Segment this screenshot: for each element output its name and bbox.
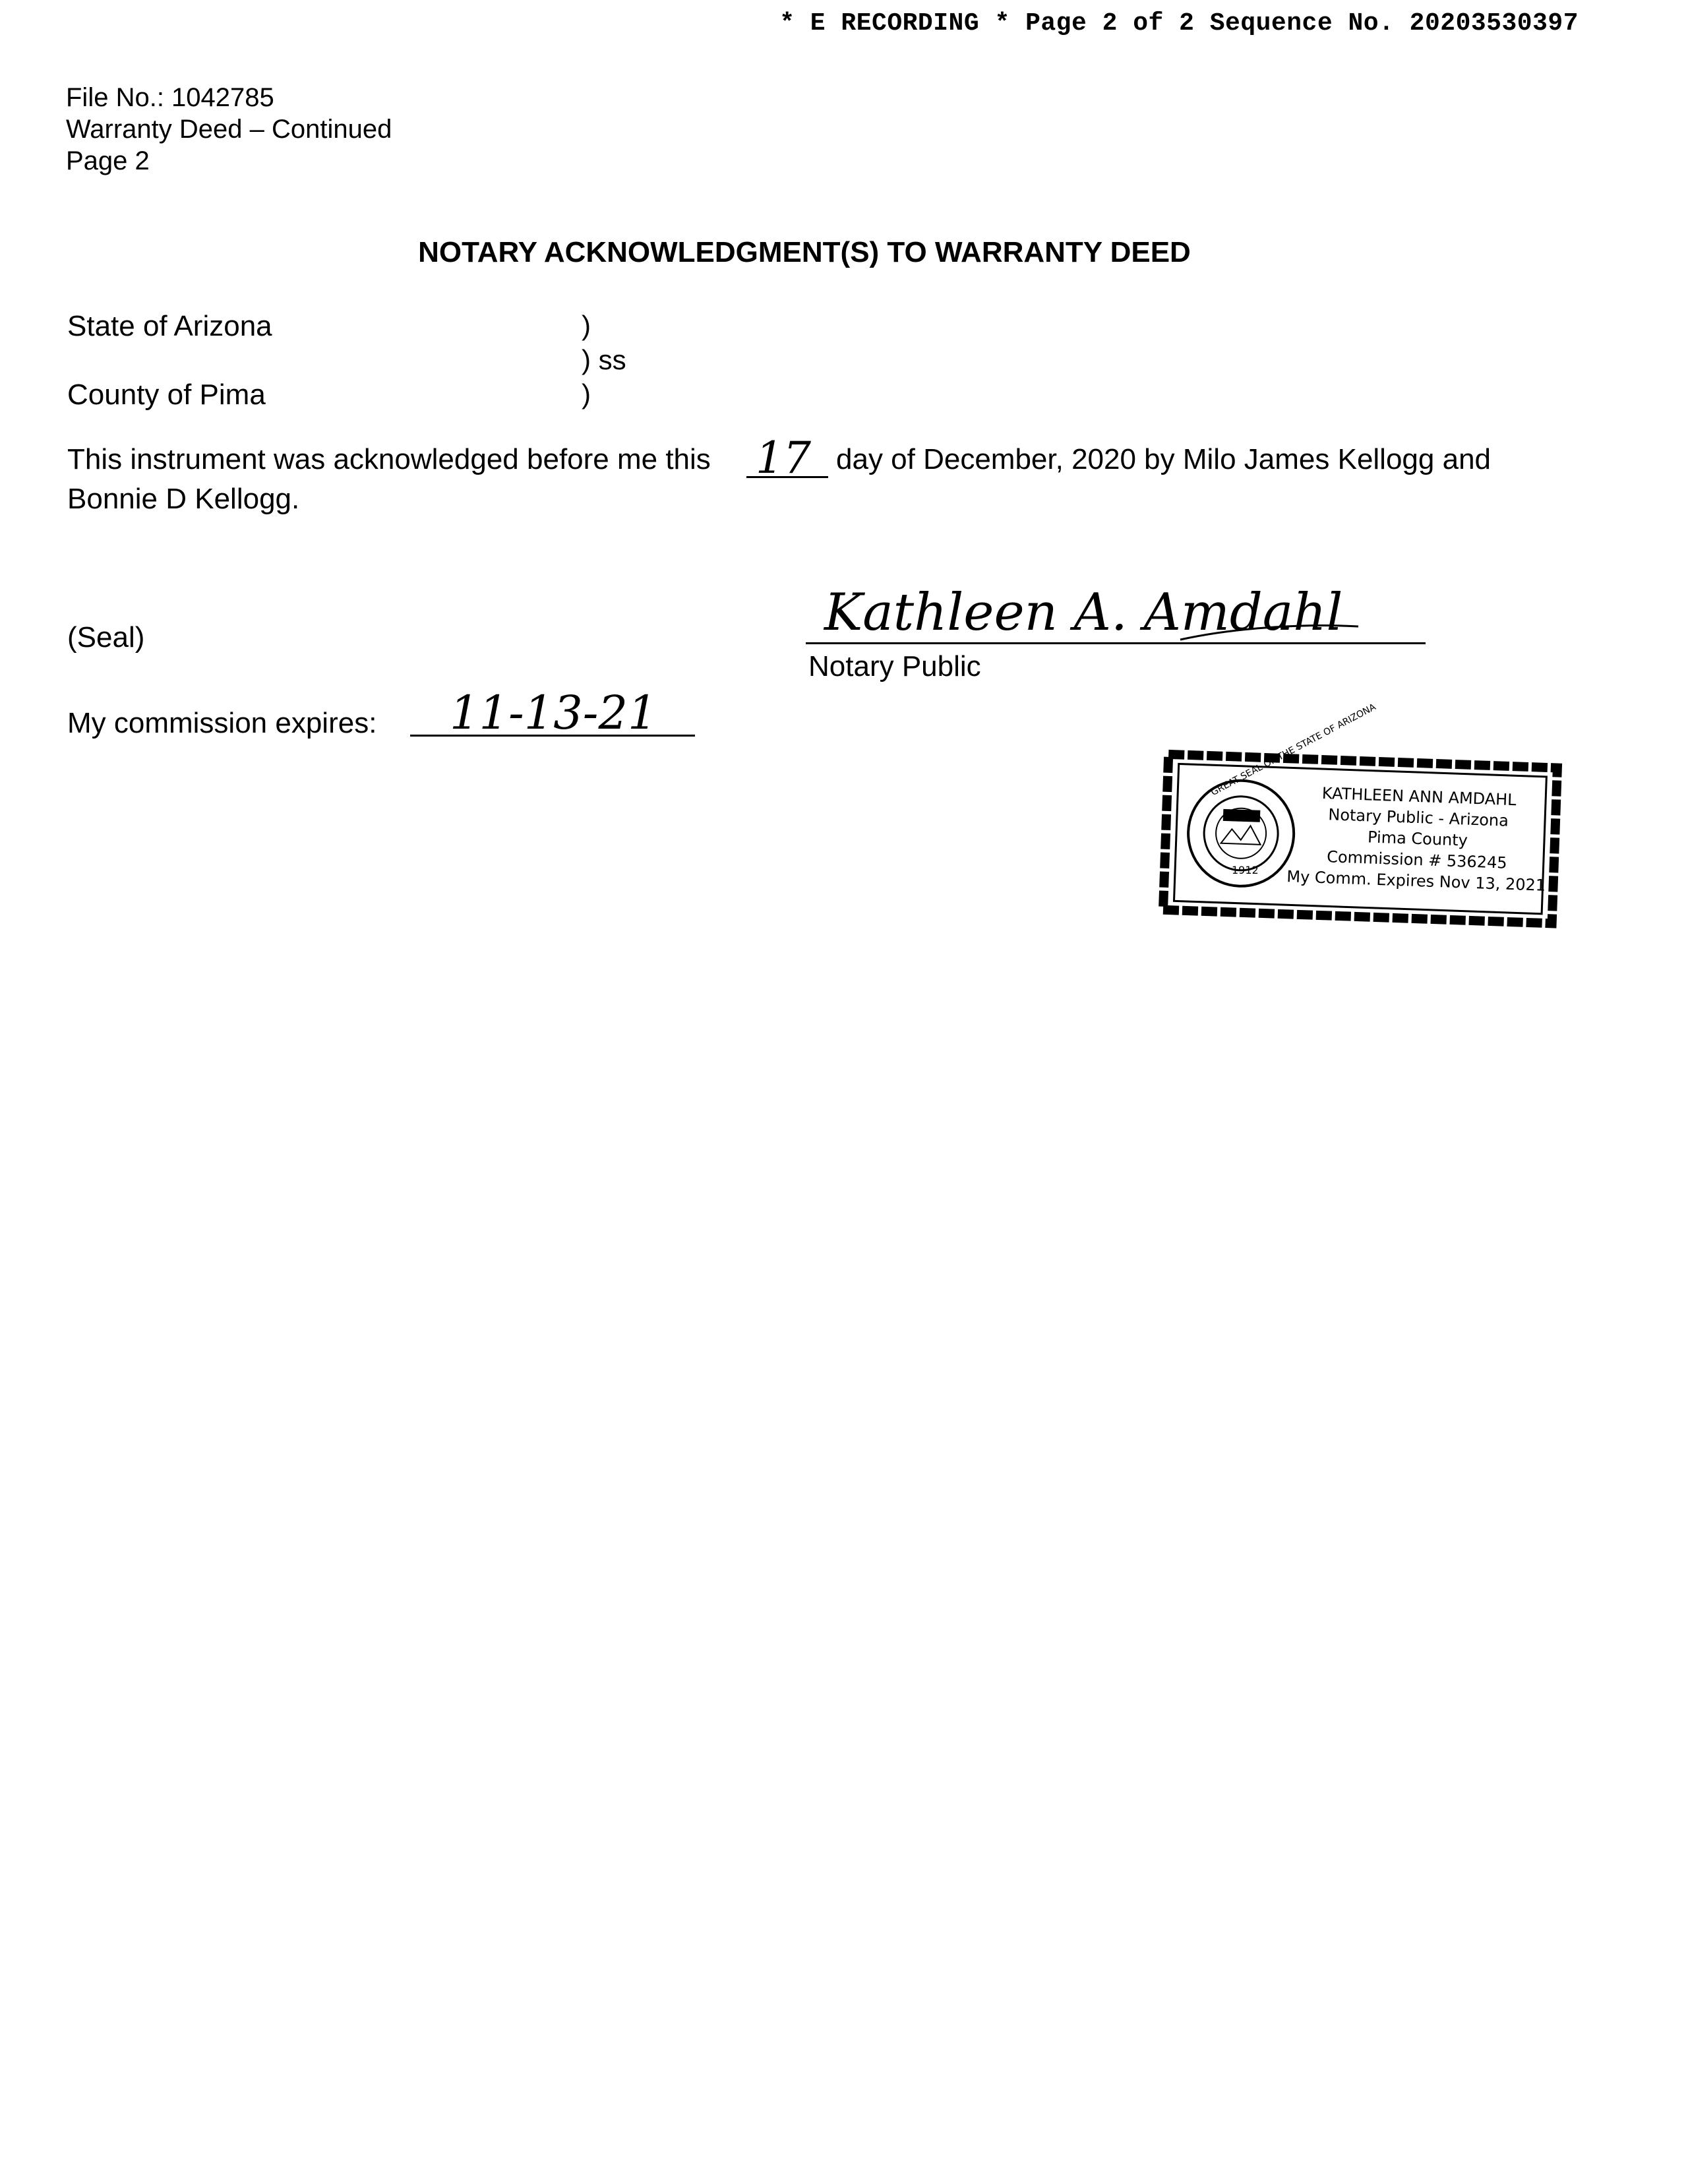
stamp-county: Pima County bbox=[1367, 828, 1468, 850]
county-venue: County of Pima bbox=[67, 379, 266, 411]
recording-header: * E RECORDING * Page 2 of 2 Sequence No. 20203530397 bbox=[779, 9, 1579, 38]
page-number: Page 2 bbox=[66, 146, 150, 175]
acknowledgment-text-end: day of December, 2020 by Milo James Kellogg and bbox=[836, 443, 1492, 475]
venue-bracket-ss: ) ss bbox=[582, 344, 626, 375]
acknowledgment-text-line2: Bonnie D Kellogg. bbox=[67, 483, 300, 515]
state-venue: State of Arizona bbox=[67, 310, 272, 342]
commission-expires-label: My commission expires: bbox=[67, 707, 377, 739]
seal-label: (Seal) bbox=[67, 621, 145, 653]
venue-bracket-bottom: ) bbox=[582, 379, 591, 410]
page-title: NOTARY ACKNOWLEDGMENT(S) TO WARRANTY DEED bbox=[418, 236, 1191, 268]
stamp-name: KATHLEEN ANN AMDAHL bbox=[1321, 783, 1517, 810]
notary-public-caption: Notary Public bbox=[808, 650, 981, 682]
seal-year: 1912 bbox=[1232, 864, 1259, 876]
handwritten-commission-date: 11-13-21 bbox=[450, 686, 657, 740]
stamp-commission: Commission # 536245 bbox=[1326, 847, 1507, 872]
acknowledgment-text-start: This instrument was acknowledged before me this bbox=[67, 443, 711, 475]
notary-stamp-text bbox=[1264, 781, 1571, 897]
stamp-title: Notary Public - Arizona bbox=[1327, 805, 1509, 830]
seal-ring-text: GREAT SEAL OF THE STATE OF ARIZONA bbox=[1209, 702, 1378, 799]
signature-line bbox=[806, 642, 1426, 644]
document-title: Warranty Deed – Continued bbox=[66, 115, 392, 144]
stamp-expires: My Comm. Expires Nov 13, 2021 bbox=[1286, 867, 1546, 895]
file-number: File No.: 1042785 bbox=[66, 83, 274, 112]
venue-bracket-top: ) bbox=[582, 310, 591, 341]
notary-signature: Kathleen A. Amdahl bbox=[824, 583, 1343, 642]
handwritten-day: 17 bbox=[756, 433, 811, 483]
